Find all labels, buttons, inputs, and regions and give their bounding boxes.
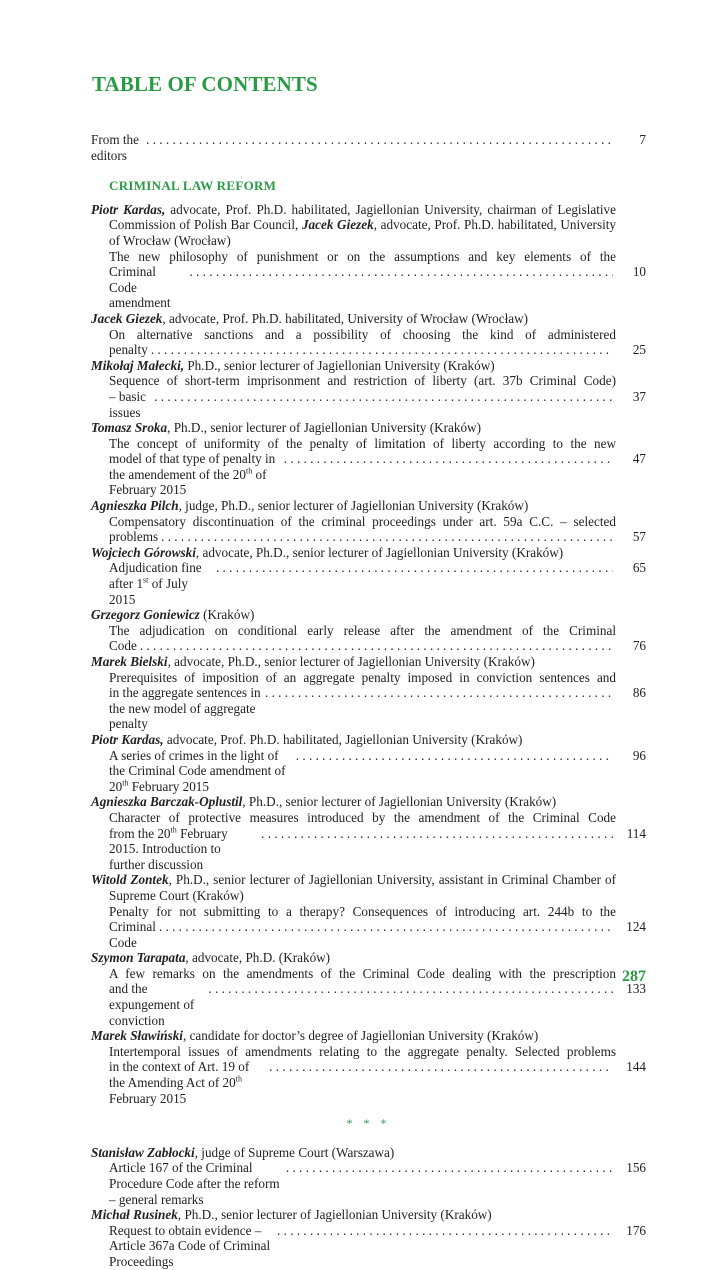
entry-page: 47 — [632, 451, 646, 467]
entry-title-line: in the context of Art. 19 of the Amending Act of 20th February 2015 — [109, 1059, 250, 1106]
entry-page: 76 — [632, 638, 646, 654]
dot-leader — [216, 560, 613, 576]
dot-leader — [284, 451, 613, 467]
dot-leader — [296, 748, 613, 764]
dot-leader — [146, 132, 613, 148]
author-name: Agnieszka Barczak-Oplustil — [91, 794, 243, 810]
toc-entry[interactable] — [91, 950, 646, 1028]
entry-title-line: Prerequisites of imposition of an aggregate penalty imposed in conviction sentences and — [109, 669, 616, 685]
dot-leader — [154, 389, 613, 405]
entry-title-line: Sequence of short-term imprisonment and restriction of liberty (art. 37b Criminal Code) — [109, 373, 616, 389]
entry-authors — [91, 1028, 646, 1044]
author-affiliation: (Kraków) — [199, 607, 255, 623]
dot-leader — [208, 981, 613, 997]
entry-authors — [91, 202, 646, 249]
section-heading: CRIMINAL LAW REFORM — [109, 178, 277, 194]
toc-entry[interactable] — [91, 732, 646, 794]
entry-title-line: The concept of uniformity of the penalty of limitation of liberty according to the new — [109, 435, 616, 451]
separator-stars: * * * — [346, 1116, 391, 1131]
author-name: Wojciech Górowski — [91, 544, 196, 560]
entry-authors — [91, 607, 646, 623]
entry-title-line: Criminal Code — [109, 919, 156, 950]
author-name: Szymon Tarapata — [91, 950, 186, 966]
toc-entry-editors[interactable] — [91, 132, 646, 163]
entry-page: 86 — [632, 685, 646, 701]
dot-leader — [269, 1059, 613, 1075]
author-affiliation: , judge of Supreme Court (Warszawa) — [194, 1144, 395, 1160]
entry-page: 65 — [632, 560, 646, 576]
entry-page: 144 — [626, 1059, 646, 1075]
entry-title-line: problems — [109, 529, 159, 545]
author-affiliation: advocate, Prof. Ph.D. habilitated, Jagiellonian University, chairman of Legislative Commission of Polish Bar Council, — [109, 201, 617, 233]
extra-entries-list — [91, 1145, 646, 1270]
author-name: Jacek Giezek — [91, 310, 163, 326]
entry-authors — [91, 872, 646, 903]
entry-title-line: – basic issues — [109, 388, 146, 420]
entry-title-line: Request to obtain evidence – Article 367a Code of Criminal Proceedings — [109, 1222, 271, 1269]
entry-title-line: Criminal Code amendment — [109, 264, 171, 311]
entry-page: 96 — [632, 747, 646, 763]
entry-page: 156 — [626, 1160, 646, 1176]
toc-entry[interactable] — [91, 202, 646, 311]
toc-entry[interactable] — [91, 420, 646, 498]
author-name: Marek Bielski — [91, 654, 168, 669]
author-name: Tomasz Sroka — [91, 420, 168, 436]
author-name: Marek Sławiński — [91, 1028, 183, 1044]
author-affiliation: , Ph.D., senior lecturer of Jagiellonian University, assistant in Criminal Chamber of Supreme Court (Kraków) — [109, 872, 616, 903]
toc-entry[interactable] — [91, 794, 646, 872]
dot-leader — [261, 826, 613, 842]
author-affiliation: , Ph.D., senior lecturer of Jagiellonian University (Kraków) — [167, 420, 481, 436]
author-name: Michał Rusinek — [91, 1207, 178, 1223]
entry-authors — [91, 1145, 646, 1161]
dot-leader — [189, 264, 613, 280]
entry-page: 25 — [632, 342, 646, 358]
entry-title-line: Intertemporal issues of amendments relating to the aggregate penalty. Selected problems — [109, 1043, 616, 1059]
entry-title-line: A series of crimes in the light of the Criminal Code amendment of 20th February 2015 — [109, 747, 286, 794]
entry-page: 37 — [632, 388, 646, 404]
dot-leader — [277, 1223, 613, 1239]
entry-authors — [91, 950, 646, 966]
dot-leader — [161, 529, 613, 545]
page-title: TABLE OF CONTENTS — [92, 72, 318, 96]
entry-authors — [91, 420, 646, 436]
author-affiliation: , advocate, Prof. Ph.D. habilitated, University of Wrocław (Wrocław) — [162, 310, 529, 326]
author-name: Grzegorz Goniewicz — [91, 607, 200, 623]
author-affiliation: , advocate, Prof. Ph.D. habilitated, University of Wrocław (Wrocław) — [109, 217, 617, 248]
entry-title-line: in the aggregate sentences in the new model of aggregate penalty — [109, 685, 261, 732]
toc-entry[interactable] — [91, 311, 646, 358]
toc-entry[interactable] — [91, 1028, 646, 1106]
entry-title-line: and the expungement of conviction — [109, 981, 195, 1028]
entry-authors — [91, 545, 646, 561]
entry-page: 7 — [639, 132, 646, 147]
toc-entry[interactable] — [91, 498, 646, 545]
entry-title-line: Adjudication fine after 1st of July 2015 — [109, 560, 202, 607]
entry-title-line: A few remarks on the amendments of the Criminal Code dealing with the prescription — [109, 965, 616, 981]
toc-entry[interactable] — [91, 1145, 646, 1207]
entry-authors — [91, 654, 646, 670]
entry-page: 57 — [632, 529, 646, 545]
author-affiliation: , judge, Ph.D., senior lecturer of Jagiellonian University (Kraków) — [178, 498, 529, 514]
entry-title-line: penalty — [109, 342, 148, 358]
author-affiliation: , Ph.D., senior lecturer of Jagiellonian University (Kraków) — [177, 1207, 492, 1223]
entry-page: 114 — [626, 825, 646, 841]
entry-title-line: Article 167 of the Criminal Procedure Code after the reform – general remarks — [109, 1160, 280, 1207]
entries-list — [91, 202, 646, 1106]
author-name: Agnieszka Pilch — [91, 498, 179, 514]
toc-entry[interactable] — [91, 872, 646, 950]
dot-leader — [286, 1160, 613, 1176]
author-name: Stanisław Zabłocki — [91, 1144, 195, 1160]
toc-entry[interactable] — [91, 607, 646, 654]
author-name: Mikołaj Małecki, — [91, 357, 185, 373]
entry-title-line: from the 20th February 2015. Introduction to further discussion — [109, 825, 228, 872]
entry-title-line: On alternative sanctions and a possibility of choosing the kind of administered — [109, 326, 616, 342]
page-number: 287 — [622, 968, 646, 985]
author-affiliation: , advocate, Ph.D., senior lecturer of Jagiellonian University (Kraków) — [195, 544, 564, 560]
entry-title-line: The adjudication on conditional early release after the amendment of the Criminal — [109, 622, 616, 638]
entry-authors — [91, 1207, 646, 1223]
author-affiliation: , Ph.D., senior lecturer of Jagiellonian University (Kraków) — [242, 794, 557, 810]
author-affiliation: advocate, Prof. Ph.D. habilitated, Jagiellonian University (Kraków) — [163, 731, 523, 747]
entry-page: 133 — [626, 981, 646, 997]
dot-leader — [265, 685, 613, 701]
dot-leader — [140, 638, 613, 654]
entry-page: 124 — [626, 919, 646, 935]
entry-authors — [91, 311, 646, 327]
author-name: Witold Zontek — [91, 872, 169, 888]
entry-title-line: The new philosophy of punishment or on the assumptions and key elements of the — [109, 248, 616, 264]
entry-title-line: Code — [109, 638, 137, 654]
author-affiliation: , advocate, Ph.D., senior lecturer of Jagiellonian University (Kraków) — [167, 654, 535, 669]
author-affiliation: , advocate, Ph.D. (Kraków) — [185, 950, 331, 966]
entry-authors — [91, 498, 646, 514]
author-affiliation: Ph.D., senior lecturer of Jagiellonian University (Kraków) — [184, 357, 495, 373]
author-affiliation: , candidate for doctor’s degree of Jagiellonian University (Kraków) — [182, 1028, 539, 1044]
author-name: Piotr Kardas, — [91, 201, 166, 217]
toc-entry[interactable] — [91, 545, 646, 607]
entry-authors — [91, 794, 646, 810]
entry-title-line: Compensatory discontinuation of the criminal proceedings under art. 59a C.C. – selected — [109, 513, 616, 529]
table-of-contents — [91, 132, 646, 1270]
entry-page: 176 — [626, 1222, 646, 1238]
entry-page: 10 — [632, 264, 646, 280]
toc-entry[interactable] — [91, 358, 646, 420]
entry-title-line: Penalty for not submitting to a therapy? Consequences of introducing art. 244b to the — [109, 903, 616, 919]
entry-authors — [91, 358, 646, 374]
entry-title: From the editors — [91, 132, 139, 163]
author-name: Piotr Kardas, — [91, 731, 164, 747]
dot-leader — [151, 342, 613, 358]
entry-title-line: model of that type of penalty in the amendement of the 20th of February 2015 — [109, 451, 276, 498]
toc-entry[interactable] — [91, 1207, 646, 1269]
entry-title-line: Character of protective measures introduced by the amendment of the Criminal Code — [109, 809, 616, 825]
toc-entry[interactable] — [91, 654, 646, 732]
entry-authors — [91, 732, 646, 748]
dot-leader — [159, 919, 613, 935]
author-name: Jacek Giezek — [301, 217, 374, 233]
